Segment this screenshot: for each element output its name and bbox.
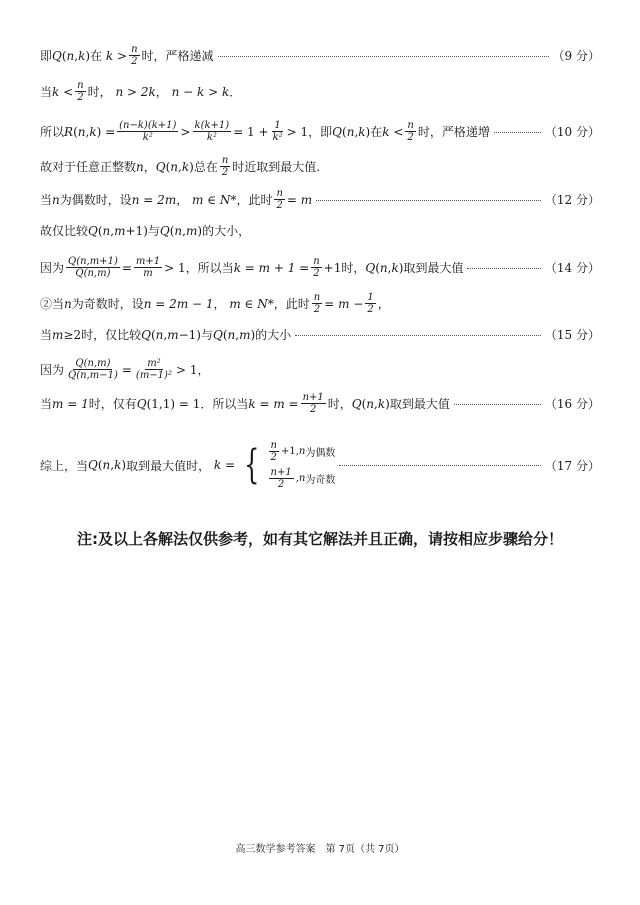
dotted-leader — [218, 55, 549, 57]
solution-line-5: 当 n 为偶数时，设 n = 2m ， m ∈ N* ，此时 $\frac{n}{2}$ = m （12 分） — [40, 188, 600, 211]
page-footer: 高三数学参考答案 第 7页（共 7页） — [235, 844, 405, 855]
solution-line-12: 综上，当 Q ( n , k ) 取到最大值时， k = { $\frac{n}{2}$ +1, n 为偶数 $\frac{n+1}{2}$ , n 为奇数 （17 分） — [40, 440, 600, 490]
solution-line-3: 所以 R ( n , k ) = $\frac{(n-k)(k+1)}{\text{k²}}$ > $\frac{k(k+1)}{\text{k²}}$ = 1 + $\frac{1}{\text{k²}}$ > 1 ，即 Q ( n , k ) 在 k < $\frac{n}{2}$ 时，严格递增 （10 分） — [40, 120, 600, 143]
score-label: （14 分） — [544, 261, 600, 275]
case-even: $\frac{n}{2}$ +1, n 为偶数 — [270, 440, 336, 463]
score-label: （9 分） — [552, 49, 600, 63]
solution-line-1: 即 Q ( n , k ) 在 k > $\frac{n}{2}$ 时，严格递减 （9 分） — [40, 44, 600, 67]
grading-note: 注:及以上各解法仅供参考，如有其它解法并且正确，请按相应步骤给分！ — [76, 530, 563, 548]
dotted-leader — [316, 199, 541, 201]
score-label: （15 分） — [544, 328, 600, 342]
score-label: （17 分） — [544, 458, 600, 473]
solution-line-8: ②当 n 为奇数时，设 n = 2m − 1 ， m ∈ N* ，此时 $\frac{n}{2}$ = m − $\frac{1}{2}$ ， — [40, 292, 390, 315]
dotted-leader — [339, 464, 541, 466]
case-odd: $\frac{n+1}{2}$ , n 为奇数 — [270, 467, 336, 490]
piecewise-cases: { $\frac{n}{2}$ +1, n 为偶数 $\frac{n+1}{2}$ , n 为奇数 — [244, 440, 336, 490]
score-label: （12 分） — [544, 193, 600, 207]
solution-line-7: 因为 $\frac{Q(n,m+1)}{Q(n,m)}$ = $\frac{m+1}{m}$ > 1 ，所以当 k = m + 1 = $\frac{n}{2}$ +1 时， Q ( n , k ) 取到最大值 （14 分） — [40, 256, 600, 279]
solution-line-10: 因为 $\frac{Q(n,m)}{Q(n,m-1)}$ = $\frac{\text{m²}}{\text{(m−1)²}}$ > 1 ， — [40, 358, 210, 381]
dotted-leader — [494, 131, 541, 133]
dotted-leader — [295, 334, 541, 336]
score-label: （16 分） — [544, 397, 600, 411]
solution-line-11: 当 m = 1 时，仅有 Q (1,1) = 1 ．所以当 k = m = $\frac{n+1}{2}$ 时， Q ( n , k ) 取到最大值 （16 分） — [40, 392, 600, 415]
dotted-leader — [454, 403, 541, 405]
solution-line-4: 故对于任意正整数 n ， Q ( n , k ) 总在 $\frac{n}{2}$ 时近取到最大值. — [40, 155, 321, 178]
solution-line-9: 当 m ≥2 时，仅比较 Q ( n , m −1) 与 Q ( n , m ) 的大小 （15 分） — [40, 327, 600, 342]
score-label: （10 分） — [544, 125, 600, 139]
solution-line-2: 当 k < $\frac{n}{2}$ 时， n > 2k ， n − k > k ． — [40, 80, 242, 103]
solution-line-6: 故仅比较 Q ( n , m +1) 与 Q ( n , m ) 的大小， — [40, 223, 251, 238]
dotted-leader — [467, 267, 540, 269]
